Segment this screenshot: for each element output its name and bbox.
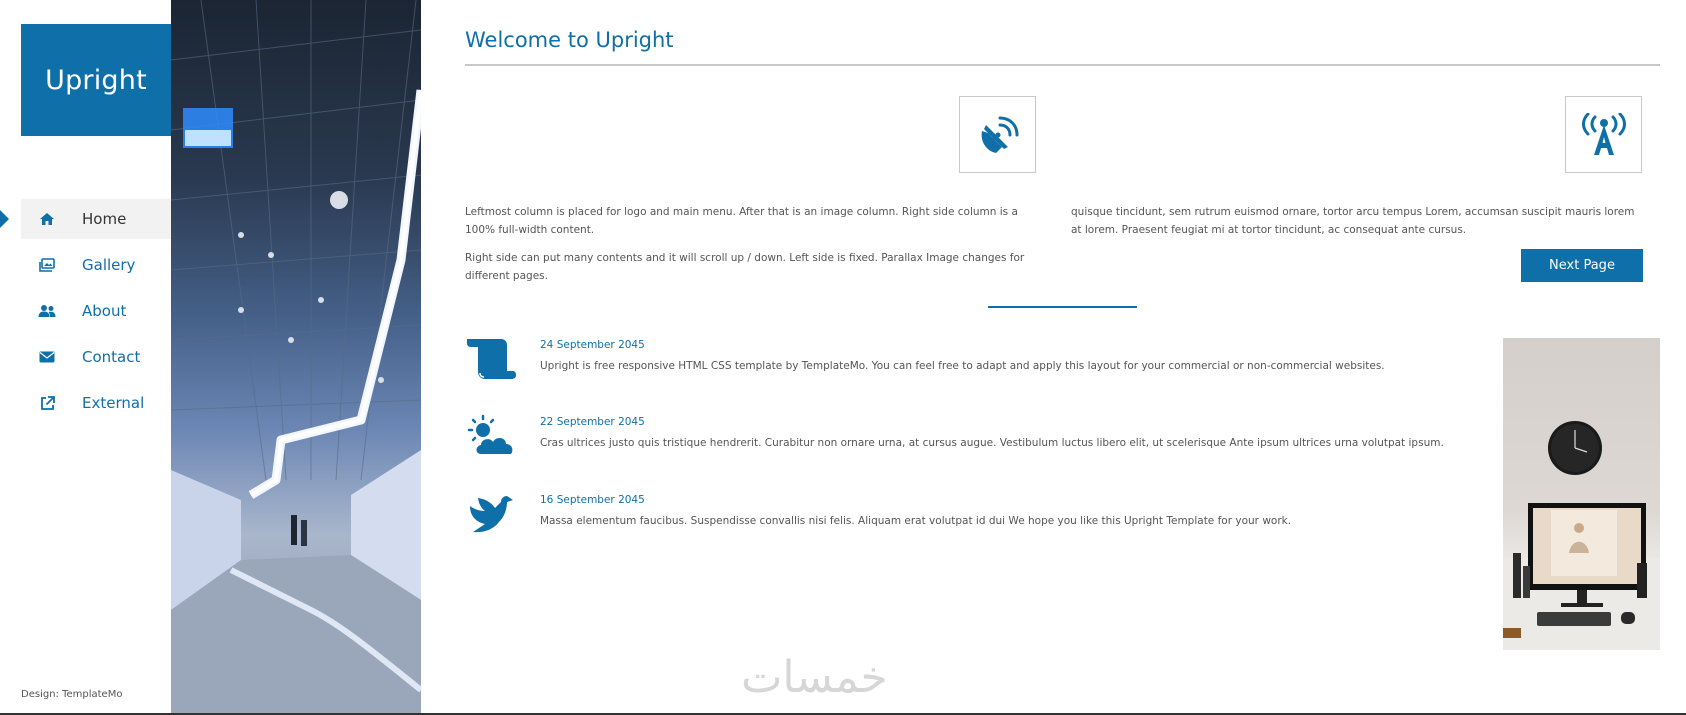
active-indicator (0, 210, 9, 228)
nav-item-about[interactable] (0, 291, 171, 331)
satellite-dish-icon (976, 113, 1020, 157)
news-item (465, 492, 1465, 552)
next-page-button[interactable]: Next Page (1521, 249, 1643, 282)
design-credit: Design: TemplateMo (21, 689, 123, 700)
nav-item-label: External (82, 394, 145, 412)
parallax-image (171, 0, 421, 713)
gallery-icon (38, 256, 56, 274)
nav-item-label: Home (82, 210, 127, 228)
main-content (421, 0, 1686, 715)
feature-box-satellite (959, 96, 1036, 173)
news-item (465, 414, 1465, 474)
broadcast-tower-icon (1580, 113, 1628, 157)
feature-box-tower (1565, 96, 1642, 173)
nav-item-external[interactable] (0, 383, 171, 423)
page-title: Welcome to Upright (465, 28, 674, 52)
news-text: Upright is free responsive HTML CSS template by TemplateMo. You can feel free to adapt and apply this layout for your commercial or non-commercial websites. (540, 360, 1385, 372)
news-item (465, 337, 1465, 397)
news-date: 24 September 2045 (540, 339, 645, 351)
section-divider (988, 306, 1137, 308)
sun-cloud-icon (465, 414, 517, 458)
brand-logo[interactable] (21, 24, 171, 136)
title-divider (465, 64, 1660, 66)
nav-item-label: Gallery (82, 256, 136, 274)
intro-paragraph-3: quisque tincidunt, sem rutrum euismod ornare, tortor arcu tempus Lorem, accumsan suscipit mauris lorem at lorem. Praesent feugiat mi at tortor tincidunt, ac consequat ante cursus. (1071, 206, 1635, 236)
nav-item-label: Contact (82, 348, 141, 366)
home-icon (38, 210, 56, 228)
news-text: Cras ultrices justo quis tristique hendrerit. Curabitur non ornare urna, at cursus augue. Vestibulum luctus libero elit, ut scelerisque Ante ipsum ultrices urna volutpat ipsum. (540, 437, 1444, 449)
external-link-icon (38, 394, 56, 412)
watermark: خمسات (741, 652, 888, 703)
brand-name: Upright (45, 64, 147, 96)
desk-photo (1503, 338, 1660, 650)
main-menu (0, 199, 171, 429)
news-date: 16 September 2045 (540, 494, 645, 506)
nav-item-gallery[interactable] (0, 245, 171, 285)
envelope-icon (38, 348, 56, 366)
scroll-icon (465, 337, 517, 381)
nav-item-contact[interactable] (0, 337, 171, 377)
dove-icon (465, 492, 517, 536)
users-icon (38, 302, 56, 320)
nav-item-label: About (82, 302, 127, 320)
sidebar (0, 0, 171, 715)
news-text: Massa elementum faucibus. Suspendisse convallis nisi felis. Aliquam erat volutpat id dui We hope you like this Upright Template for your work. (540, 515, 1292, 527)
news-date: 22 September 2045 (540, 416, 645, 428)
intro-paragraph-2: Right side can put many contents and it will scroll up / down. Left side is fixed. Parallax Image changes for different pages. (465, 252, 1025, 282)
intro-paragraph-1: Leftmost column is placed for logo and main menu. After that is an image column. Right side column is a 100% full-width content. (465, 206, 1018, 236)
nav-item-home[interactable] (21, 199, 171, 239)
